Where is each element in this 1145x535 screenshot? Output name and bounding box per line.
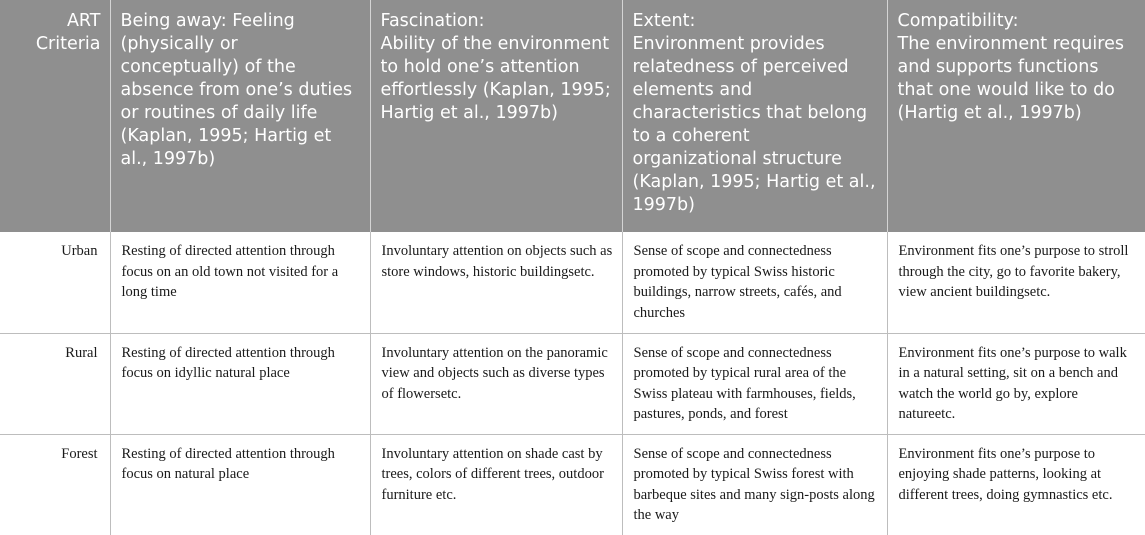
cell-compatibility: Environment fits one’s purpose to stroll through the city, go to favorite bakery, view ancient buildingsetc. bbox=[887, 232, 1145, 333]
table-row-rural bbox=[0, 333, 1145, 434]
table-row-urban bbox=[0, 232, 1145, 333]
header-fascination: Fascination: Ability of the environment to hold one’s attention effortlessly (Kaplan, 1995; Hartig et al., 1997b) bbox=[370, 0, 622, 232]
row-label: Rural bbox=[0, 333, 110, 434]
cell-extent: Sense of scope and connectedness promoted by typical Swiss forest with barbeque sites and many sign-posts along the way bbox=[622, 434, 887, 535]
cell-being-away: Resting of directed attention through focus on an old town not visited for a long time bbox=[110, 232, 370, 333]
table-row-forest bbox=[0, 434, 1145, 535]
cell-compatibility: Environment fits one’s purpose to enjoying shade patterns, looking at different trees, doing gymnastics etc. bbox=[898, 445, 1113, 503]
header-compatibility: Compatibility: The environment requires and supports functions that one would like to do (Hartig et al., 1997b) bbox=[887, 0, 1145, 232]
cell-fascination: Involuntary attention on objects such as store windows, historic buildingsetc. bbox=[370, 232, 622, 333]
cell-fascination: Involuntary attention on shade cast by trees, colors of different trees, outdoor furniture etc. bbox=[370, 434, 622, 535]
cell-being-away: Resting of directed attention through focus on natural place bbox=[110, 434, 370, 535]
row-label: Forest bbox=[0, 434, 110, 535]
row-label: Urban bbox=[0, 232, 110, 333]
cell-being-away: Resting of directed attention through focus on idyllic natural place bbox=[110, 333, 370, 434]
header-art-criteria: ART Criteria bbox=[0, 0, 110, 232]
cell-fascination: Involuntary attention on the panoramic view and objects such as diverse types of flowersetc. bbox=[370, 333, 622, 434]
header-extent: Extent: Environment provides relatedness of perceived elements and characteristics that belong to a coherent organizational structure (Kaplan, 1995; Hartig et al., 1997b) bbox=[622, 0, 887, 232]
cell-compatibility: Environment fits one’s purpose to walk in a natural setting, sit on a bench and watch the world go by, explore natureetc. bbox=[887, 333, 1145, 434]
cell-extent: Sense of scope and connectedness promoted by typical rural area of the Swiss plateau with farmhouses, fields, pastures, ponds, and forest bbox=[622, 333, 887, 434]
header-being-away: Being away: Feeling (physically or conceptually) of the absence from one’s duties or routines of daily life (Kaplan, 1995; Hartig et al., 1997b) bbox=[110, 0, 370, 232]
header-row bbox=[0, 0, 1145, 232]
cell-extent: Sense of scope and connectedness promoted by typical Swiss historic buildings, narrow streets, cafés, and churches bbox=[622, 232, 887, 333]
